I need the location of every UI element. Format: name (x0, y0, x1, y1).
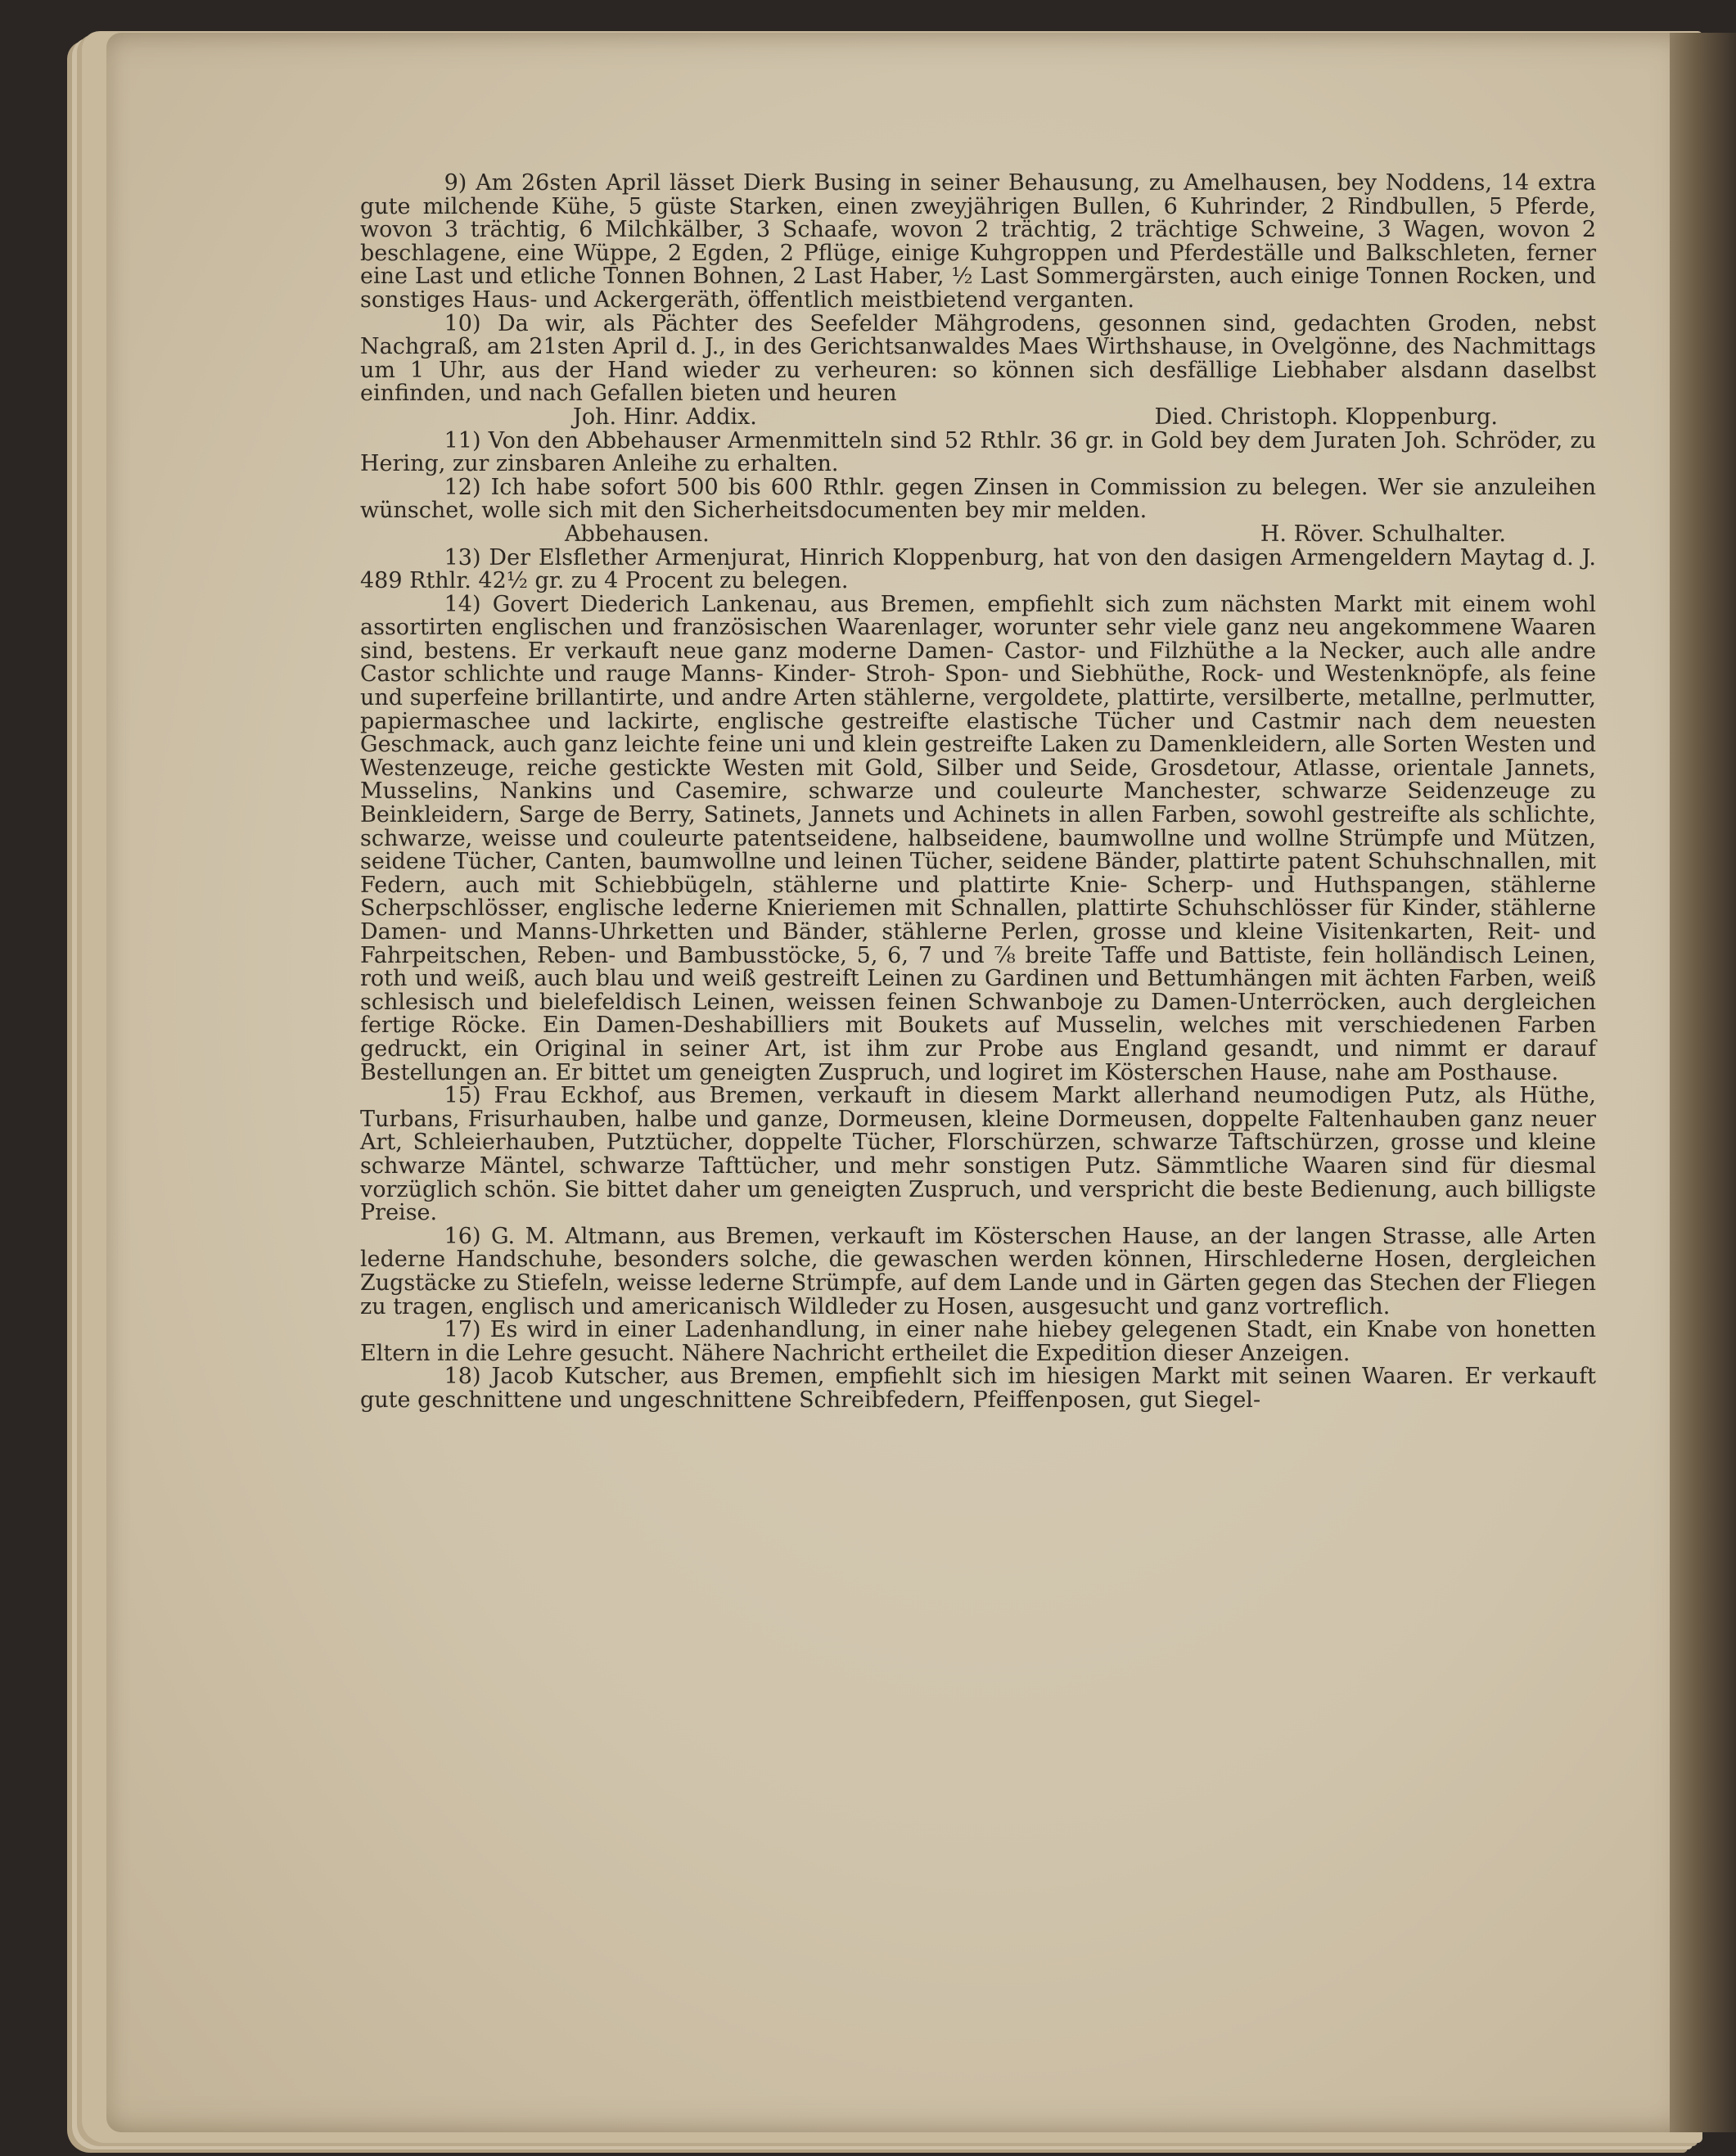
notice-paragraph-13: 13) Der Elsflether Armenjurat, Hinrich Kloppenburg, hat von den dasigen Armengeldern Maytag d. J. 489 Rthlr. 42½ gr. zu 4 Procent zu belegen. (360, 544, 1596, 594)
notice-paragraph-18: 18) Jacob Kutscher, aus Bremen, empfiehlt sich im hiesigen Markt mit seinen Waaren. Er verkauft gute geschnittene und ungeschnittene Schreibfedern, Pfeiffenposen, gut Siegel- (360, 1364, 1596, 1413)
signature-left: Abbehausen. (565, 521, 710, 547)
signature-line-12 (360, 523, 1596, 547)
notice-paragraph-10: 10) Da wir, als Pächter des Seefelder Mähgrodens, gesonnen sind, gedachten Groden, nebst Nachgraß, am 21sten April d. J., in des Gerichtsanwaldes Maes Wirthshause, in Ovelgönne, des Nachmittags um 1 Uhr, aus der Hand wieder zu verheuren: so können sich desfällige Liebhaber alsdann daselbst einfinden, und nach Gefallen bieten und heuren (360, 310, 1596, 407)
page-text-body (360, 172, 1596, 1412)
signature-right: H. Röver. Schulhalter. (1260, 521, 1506, 547)
notice-paragraph-11: 11) Von den Abbehauser Armenmitteln sind 52 Rthlr. 36 gr. in Gold bey dem Juraten Joh. Schröder, zu Hering, zur zinsbaren Anleihe zu erhalten. (360, 427, 1596, 477)
notice-paragraph-9: 9) Am 26sten April lässet Dierk Busing in seiner Behausung, zu Amelhausen, bey Noddens, 14 extra gute milchende Kühe, 5 güste Starken, einen zweyjährigen Bullen, 6 Kuhrinder, 2 Rindbullen, 5 Pferde, wovon 3 trächtig, 6 Milchkälber, 3 Schaafe, wovon 2 trächtig, 2 trächtige Schweine, 3 Wagen, wovon 2 beschlagene, eine Wüppe, 2 Egden, 2 Pflüge, einige Kuhgroppen und Pferdeställe und Balkschleten, ferner eine Last und etliche Tonnen Bohnen, 2 Last Haber, ½ Last Sommergärsten, auch einige Tonnen Rocken, und sonstiges Haus- und Ackergeräth, öffentlich meistbietend verganten. (360, 170, 1596, 313)
signature-left: Joh. Hinr. Addix. (573, 404, 757, 430)
notice-paragraph-14: 14) Govert Diederich Lankenau, aus Bremen, empfiehlt sich zum nächsten Markt mit einem wohl assortirten englischen und französischen Waarenlager, worunter sehr viele ganz neu angekommene Waaren sind, bestens. Er verkauft neue ganz moderne Damen- Castor- und Filzhüthe a la Necker, auch alle andre Castor schlichte und rauge Manns- Kinder- Stroh- Spon- und Siebhüthe, Rock- und Westenknöpfe, als feine und superfeine brillantirte, und andre Arten stählerne, vergoldete, plattirte, versilberte, metallne, perlmutter, papiermaschee und lackirte, englische gestreifte elastische Tücher und Castmir nach dem neuesten Geschmack, auch ganz leichte feine uni und klein gestreifte Laken zu Damenkleidern, alle Sorten Westen und Westenzeuge, reiche gestickte Westen mit Gold, Silber und Seide, Grosdetour, Atlasse, orientale Jannets, Musselins, Nankins und Casemire, schwarze und couleurte Manchester, schwarze Seidenzeuge zu Beinkleidern, Sarge de Berry, Satinets, Jannets und Achinets in allen Farben, sowohl gestreifte als schlichte, schwarze, weisse und couleurte patentseidene, halbseidene, baumwollne und wollne Strümpfe und Mützen, seidene Tücher, Canten, baumwollne und leinen Tücher, seidene Bänder, plattirte patent Schuhschnallen, mit Federn, auch mit Schiebbügeln, stählerne und plattirte Knie- Scherp- und Huthspangen, stählerne Scherpschlösser, englische lederne Knieriemen mit Schnallen, plattirte Schuhschlösser für Kinder, stählerne Damen- und Manns-Uhrketten und Bänder, stählerne Perlen, grosse und kleine Visitenkarten, Reit- und Fahrpeitschen, Reben- und Bambusstöcke, 5, 6, 7 und ⅞ breite Taffe und Battiste, fein holländisch Leinen, roth und weiß, auch blau und weiß gestreift Leinen zu Gardinen und Bettumhängen mit ächten Farben, weiß schlesisch und bielefeldisch Leinen, weissen feinen Schwanboje zu Damen-Unterröcken, auch dergleichen fertige Röcke. Ein Damen-Deshabilliers mit Boukets auf Musselin, welches mit verschiedenen Farben gedruckt, ein Original in seiner Art, ist ihm zur Probe aus England gesandt, und nimmt er darauf Bestellungen an. Er bittet um geneigten Zuspruch, und logiret im Kösterschen Hause, nahe am Posthause. (360, 591, 1596, 1085)
notice-paragraph-15: 15) Frau Eckhof, aus Bremen, verkauft in diesem Markt allerhand neumodigen Putz, als Hüthe, Turbans, Frisurhauben, halbe und ganze, Dormeusen, kleine Dormeusen, doppelte Faltenhauben ganz neuer Art, Schleierhauben, Putztücher, doppelte Tücher, Florschürzen, schwarze Taftschürzen, grosse und kleine schwarze Mäntel, schwarze Tafttücher, und mehr sonstigen Putz. Sämmtliche Waaren sind für diesmal vorzüglich schön. Sie bittet daher um geneigten Zuspruch, und verspricht die beste Bedienung, auch billigste Preise. (360, 1083, 1596, 1226)
book-gutter-shadow (1670, 33, 1736, 2132)
signature-line-10 (360, 406, 1596, 430)
notice-paragraph-17: 17) Es wird in einer Ladenhandlung, in einer nahe hiebey gelegenen Stadt, ein Knabe von honetten Eltern in die Lehre gesucht. Nähere Nachricht ertheilet die Expedition dieser Anzeigen. (360, 1317, 1596, 1366)
signature-right: Died. Christoph. Kloppenburg. (1154, 404, 1498, 430)
notice-paragraph-12: 12) Ich habe sofort 500 bis 600 Rthlr. gegen Zinsen in Commission zu belegen. Wer sie anzuleihen wünschet, wolle sich mit den Sicherheitsdocumenten bey mir melden. (360, 474, 1596, 524)
notice-paragraph-16: 16) G. M. Altmann, aus Bremen, verkauft im Kösterschen Hause, an der langen Strasse, alle Arten lederne Handschuhe, besonders solche, die gewaschen werden können, Hirschlederne Hosen, dergleichen Zugstäcke zu Stiefeln, weisse lederne Strümpfe, auf dem Lande und in Gärten gegen das Stechen der Fliegen zu tragen, englisch und americanisch Wildleder zu Hosen, ausgesucht und ganz vortreflich. (360, 1223, 1596, 1319)
